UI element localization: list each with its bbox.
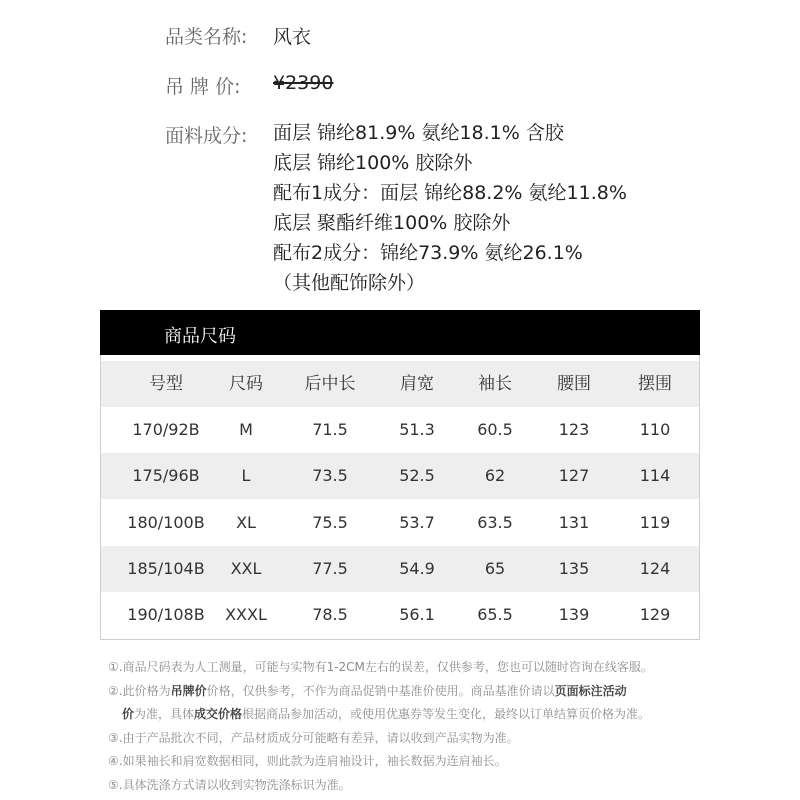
table-row	[101, 453, 699, 499]
header-cell: 腰围	[557, 374, 591, 394]
footnotes	[108, 656, 653, 797]
size-table-title-bar	[100, 310, 700, 355]
table-cell: 139	[558, 605, 590, 624]
table-cell: 54.9	[399, 559, 435, 578]
table-cell: L	[241, 466, 251, 485]
size-table	[100, 355, 700, 640]
table-cell: XL	[236, 513, 256, 532]
footnote-emphasis: 页面标注活动	[554, 683, 627, 698]
table-row	[101, 546, 699, 592]
category-value: 风衣	[273, 26, 312, 48]
table-cell: 175/96B	[132, 466, 200, 485]
table-cell: 65.5	[477, 605, 513, 624]
category-label: 品类名称:	[165, 26, 248, 48]
footnote: ④.如果袖长和肩宽数据相同，则此款为连肩袖设计，袖长数据为连肩袖长。	[108, 754, 507, 768]
table-cell: 60.5	[477, 420, 513, 439]
footnote-text: 根据商品参加活动，或使用优惠券等发生变化，最终以订单结算页价格为准。	[242, 707, 651, 721]
table-cell: 63.5	[477, 513, 513, 532]
footnote: ①.商品尺码表为人工测量，可能与实物有1-2CM左右的误差，仅供参考，您也可以随时咨询在线客服。	[108, 660, 653, 674]
footnote-emphasis: 价	[122, 707, 135, 721]
table-cell: 190/108B	[127, 605, 205, 624]
table-cell: 185/104B	[127, 559, 205, 578]
fabric-label: 面料成分:	[165, 125, 248, 147]
header-cell: 袖长	[478, 374, 512, 394]
table-cell: 114	[639, 466, 671, 485]
size-table-title: 商品尺码	[164, 326, 236, 347]
footnote: ⑤.具体洗涤方式请以收到实物洗涤标识为准。	[108, 777, 351, 792]
table-cell: 129	[639, 605, 671, 624]
table-cell: 52.5	[399, 466, 435, 485]
table-cell: 73.5	[312, 466, 348, 485]
footnote-emphasis: 成交价格	[194, 707, 243, 721]
table-cell: 135	[558, 559, 590, 578]
fabric-line: 配布1成分：面层 锦纶88.2% 氨纶11.8%	[273, 182, 627, 204]
fabric-line: 底层 聚酯纤维100% 胶除外	[273, 212, 511, 234]
table-cell: XXL	[230, 559, 262, 578]
fabric-line: 配布2成分：锦纶73.9% 氨纶26.1%	[273, 242, 583, 264]
table-header-row	[101, 361, 699, 407]
table-cell: 127	[558, 466, 590, 485]
header-cell: 肩宽	[400, 374, 434, 394]
footnote-text: 价格，仅供参考，不作为商品促销中基准价使用。商品基准价请以	[206, 683, 555, 698]
header-cell: 后中长	[304, 374, 356, 394]
header-cell: 号型	[149, 374, 183, 394]
table-cell: 124	[639, 559, 671, 578]
footnote-text: 为准，具体	[134, 707, 195, 721]
header-cell: 摆围	[638, 374, 672, 394]
table-row	[101, 500, 699, 546]
table-cell: 71.5	[312, 420, 348, 439]
table-cell: 123	[558, 420, 590, 439]
table-cell: 62	[484, 466, 506, 485]
table-cell: 65	[484, 559, 506, 578]
header-cell: 尺码	[229, 374, 263, 394]
footnote	[108, 703, 653, 727]
table-cell: 180/100B	[127, 513, 205, 532]
table-cell: 131	[558, 513, 590, 532]
table-row	[101, 407, 699, 453]
table-cell: 56.1	[399, 605, 435, 624]
table-cell: M	[239, 420, 253, 439]
table-cell: 170/92B	[132, 420, 200, 439]
tag-price: ¥2390	[273, 72, 334, 94]
table-cell: 110	[639, 420, 671, 439]
table-cell: 53.7	[399, 513, 435, 532]
fabric-composition	[273, 118, 627, 298]
table-cell: 78.5	[312, 605, 348, 624]
fabric-line: （其他配饰除外）	[273, 272, 426, 294]
table-cell: XXXL	[225, 605, 267, 624]
fabric-line: 面层 锦纶81.9% 氨纶18.1% 含胶	[273, 122, 564, 144]
table-cell: 51.3	[399, 420, 435, 439]
table-row	[101, 592, 699, 638]
footnote	[108, 680, 653, 704]
footnote-emphasis: 吊牌价	[170, 683, 207, 698]
table-cell: 75.5	[312, 513, 348, 532]
footnote-text: ②.此价格为	[108, 683, 171, 698]
footnote: ③.由于产品批次不同，产品材质成分可能略有差异，请以收到产品实物为准。	[108, 730, 519, 745]
fabric-line: 底层 锦纶100% 胶除外	[273, 152, 473, 174]
table-cell: 77.5	[312, 559, 348, 578]
price-label: 吊 牌 价:	[165, 76, 241, 98]
table-cell: 119	[639, 513, 671, 532]
